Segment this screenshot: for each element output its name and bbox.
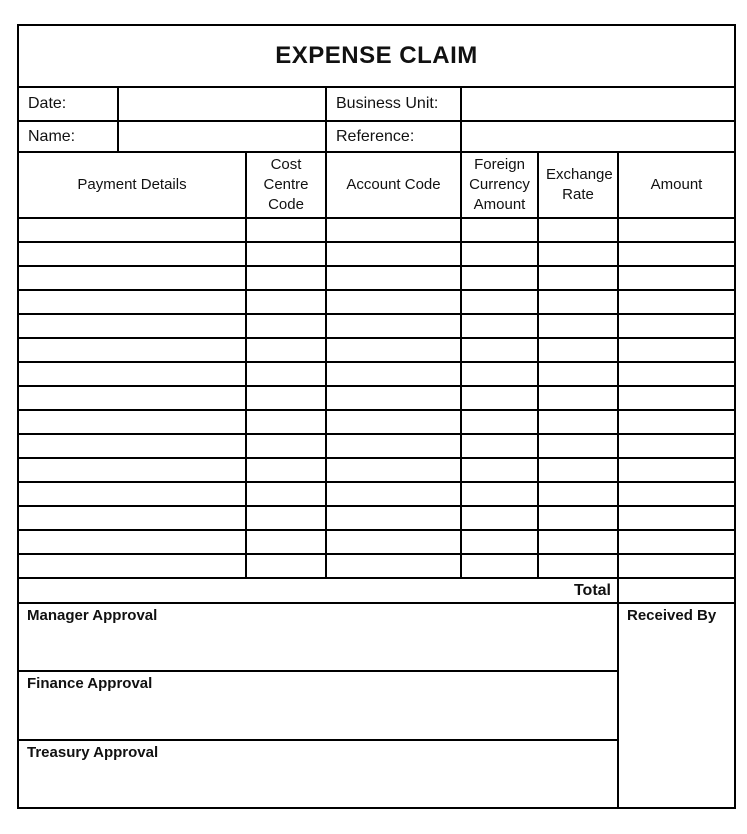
payment-details-cell[interactable] [18, 266, 246, 290]
amount-cell[interactable] [618, 338, 735, 362]
account-code-cell[interactable] [326, 314, 461, 338]
finance-approval-signature-area[interactable] [18, 671, 618, 740]
payment-details-cell[interactable] [18, 242, 246, 266]
payment-details-cell[interactable] [18, 218, 246, 242]
date-label: Date: [18, 87, 118, 121]
foreign-currency-amount-cell[interactable] [461, 506, 538, 530]
amount-cell[interactable] [618, 506, 735, 530]
account-code-cell[interactable] [326, 218, 461, 242]
payment-details-cell[interactable] [18, 290, 246, 314]
exchange-rate-cell[interactable] [538, 482, 618, 506]
payment-details-cell[interactable] [18, 314, 246, 338]
exchange-rate-cell[interactable] [538, 554, 618, 578]
business-unit-input-cell[interactable] [461, 87, 735, 121]
cost-centre-code-cell[interactable] [246, 290, 326, 314]
expense-line-row [18, 506, 735, 530]
amount-cell[interactable] [618, 434, 735, 458]
name-input-cell[interactable] [118, 121, 326, 152]
col-header-exchange-rate: Exchange Rate [538, 152, 618, 218]
account-code-cell[interactable] [326, 266, 461, 290]
payment-details-cell[interactable] [18, 458, 246, 482]
foreign-currency-amount-cell[interactable] [461, 458, 538, 482]
exchange-rate-cell[interactable] [538, 458, 618, 482]
name-label: Name: [18, 121, 118, 152]
foreign-currency-amount-cell[interactable] [461, 290, 538, 314]
expense-line-row [18, 530, 735, 554]
total-row [18, 578, 735, 603]
cost-centre-code-cell[interactable] [246, 482, 326, 506]
col-header-payment-details: Payment Details [18, 152, 246, 218]
foreign-currency-amount-cell[interactable] [461, 434, 538, 458]
account-code-cell[interactable] [326, 530, 461, 554]
amount-cell[interactable] [618, 290, 735, 314]
amount-cell[interactable] [618, 482, 735, 506]
received-by-label: Received By [627, 607, 717, 624]
reference-input-cell[interactable] [461, 121, 735, 152]
exchange-rate-cell[interactable] [538, 338, 618, 362]
payment-details-cell[interactable] [18, 482, 246, 506]
foreign-currency-amount-cell[interactable] [461, 242, 538, 266]
cost-centre-code-cell[interactable] [246, 458, 326, 482]
cost-centre-code-cell[interactable] [246, 242, 326, 266]
foreign-currency-amount-cell[interactable] [461, 362, 538, 386]
received-by-area[interactable] [618, 603, 735, 808]
form-title: EXPENSE CLAIM [18, 25, 735, 87]
expense-line-rows [18, 218, 735, 578]
account-code-cell[interactable] [326, 458, 461, 482]
col-header-foreign-currency-amount: Foreign Currency Amount [461, 152, 538, 218]
expense-line-row [18, 434, 735, 458]
amount-cell[interactable] [618, 410, 735, 434]
account-code-cell[interactable] [326, 290, 461, 314]
exchange-rate-cell[interactable] [538, 506, 618, 530]
foreign-currency-amount-cell[interactable] [461, 266, 538, 290]
expense-line-row [18, 458, 735, 482]
amount-cell[interactable] [618, 266, 735, 290]
total-label: Total [18, 578, 618, 603]
expense-line-row [18, 338, 735, 362]
total-amount-cell[interactable] [618, 578, 735, 603]
column-header-row [18, 152, 735, 218]
account-code-cell[interactable] [326, 554, 461, 578]
payment-details-cell[interactable] [18, 434, 246, 458]
business-unit-label: Business Unit: [326, 87, 461, 121]
foreign-currency-amount-cell[interactable] [461, 218, 538, 242]
foreign-currency-amount-cell[interactable] [461, 410, 538, 434]
cost-centre-code-cell[interactable] [246, 218, 326, 242]
date-input-cell[interactable] [118, 87, 326, 121]
account-code-cell[interactable] [326, 338, 461, 362]
foreign-currency-amount-cell[interactable] [461, 314, 538, 338]
cost-centre-code-cell[interactable] [246, 362, 326, 386]
exchange-rate-cell[interactable] [538, 434, 618, 458]
exchange-rate-cell[interactable] [538, 242, 618, 266]
cost-centre-code-cell[interactable] [246, 314, 326, 338]
account-code-cell[interactable] [326, 482, 461, 506]
expense-line-row [18, 386, 735, 410]
manager-approval-row [18, 603, 735, 671]
exchange-rate-cell[interactable] [538, 530, 618, 554]
payment-details-cell[interactable] [18, 506, 246, 530]
cost-centre-code-cell[interactable] [246, 386, 326, 410]
exchange-rate-cell[interactable] [538, 410, 618, 434]
amount-cell[interactable] [618, 458, 735, 482]
treasury-approval-signature-area[interactable] [18, 740, 618, 808]
account-code-cell[interactable] [326, 242, 461, 266]
expense-line-row [18, 410, 735, 434]
treasury-approval-label: Treasury Approval [27, 744, 159, 761]
payment-details-cell[interactable] [18, 410, 246, 434]
date-row [18, 87, 735, 121]
expense-line-row [18, 482, 735, 506]
expense-claim-form [17, 24, 736, 809]
exchange-rate-cell[interactable] [538, 218, 618, 242]
finance-approval-label: Finance Approval [27, 675, 153, 692]
title-row [18, 25, 735, 87]
expense-line-row [18, 242, 735, 266]
expense-line-row [18, 554, 735, 578]
account-code-cell[interactable] [326, 506, 461, 530]
expense-line-row [18, 218, 735, 242]
cost-centre-code-cell[interactable] [246, 410, 326, 434]
amount-cell[interactable] [618, 218, 735, 242]
amount-cell[interactable] [618, 554, 735, 578]
cost-centre-code-cell[interactable] [246, 338, 326, 362]
payment-details-cell[interactable] [18, 530, 246, 554]
foreign-currency-amount-cell[interactable] [461, 554, 538, 578]
amount-cell[interactable] [618, 386, 735, 410]
account-code-cell[interactable] [326, 434, 461, 458]
foreign-currency-amount-cell[interactable] [461, 530, 538, 554]
expense-line-row [18, 314, 735, 338]
expense-line-row [18, 290, 735, 314]
cost-centre-code-cell[interactable] [246, 434, 326, 458]
payment-details-cell[interactable] [18, 554, 246, 578]
exchange-rate-cell[interactable] [538, 290, 618, 314]
account-code-cell[interactable] [326, 386, 461, 410]
exchange-rate-cell[interactable] [538, 386, 618, 410]
cost-centre-code-cell[interactable] [246, 530, 326, 554]
manager-approval-label: Manager Approval [27, 607, 158, 624]
amount-cell[interactable] [618, 314, 735, 338]
cost-centre-code-cell[interactable] [246, 266, 326, 290]
payment-details-cell[interactable] [18, 362, 246, 386]
amount-cell[interactable] [618, 362, 735, 386]
foreign-currency-amount-cell[interactable] [461, 386, 538, 410]
exchange-rate-cell[interactable] [538, 266, 618, 290]
amount-cell[interactable] [618, 242, 735, 266]
exchange-rate-cell[interactable] [538, 362, 618, 386]
col-header-account-code: Account Code [326, 152, 461, 218]
amount-cell[interactable] [618, 530, 735, 554]
col-header-amount: Amount [618, 152, 735, 218]
expense-line-row [18, 266, 735, 290]
reference-label: Reference: [326, 121, 461, 152]
exchange-rate-cell[interactable] [538, 314, 618, 338]
foreign-currency-amount-cell[interactable] [461, 482, 538, 506]
payment-details-cell[interactable] [18, 386, 246, 410]
cost-centre-code-cell[interactable] [246, 506, 326, 530]
account-code-cell[interactable] [326, 410, 461, 434]
expense-line-row [18, 362, 735, 386]
foreign-currency-amount-cell[interactable] [461, 338, 538, 362]
col-header-cost-centre-code: Cost Centre Code [246, 152, 326, 218]
payment-details-cell[interactable] [18, 338, 246, 362]
account-code-cell[interactable] [326, 362, 461, 386]
manager-approval-signature-area[interactable] [18, 603, 618, 671]
name-row [18, 121, 735, 152]
cost-centre-code-cell[interactable] [246, 554, 326, 578]
